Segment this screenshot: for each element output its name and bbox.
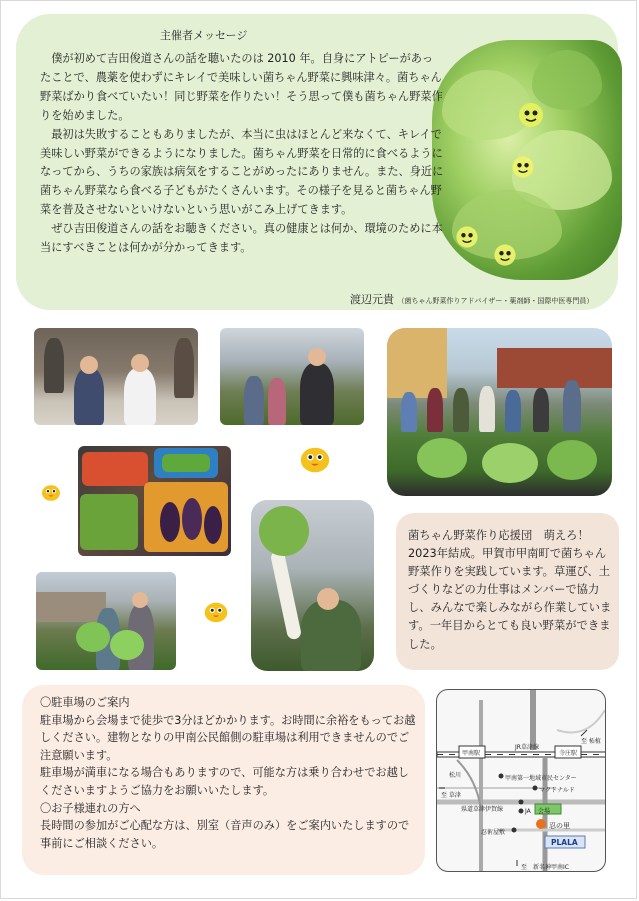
signature-title: （菌ちゃん野菜作りアドバイザー・薬剤師・国際中医専門員） <box>397 297 594 305</box>
map-label: 会場 <box>538 808 551 815</box>
map-label: 至 新名神甲南IC <box>521 864 569 871</box>
map-label: PLALA <box>551 838 578 847</box>
signature-name: 渡辺元貴 <box>350 293 394 306</box>
radish-photo <box>251 500 374 671</box>
map-label: JR草津線 <box>515 744 539 751</box>
message-paragraph: ぜひ吉田俊道さんの話をお聴きください。真の健康とは何か、環境のために本当にすべきことは何かが分かってきます。 <box>40 222 443 255</box>
map-label: マクドナルド <box>539 787 575 794</box>
venue-map <box>436 689 606 872</box>
message-paragraph: 最初は失敗することもありましたが、本当に虫はほとんど来なくて、キレイで美味しい野菜ができるようになりました。菌ちゃん野菜を日常的に食べるようになってから、うちの家族は病気をすることがめったにありません。また、身近に菌ちゃん野菜なら食べる子どもがたくさんいます。その様子を見ると菌ちゃん野菜を普及させないといけないという思いがこみ上げてきます。 <box>40 127 444 217</box>
map-label: 忍の里 <box>549 822 570 830</box>
mascot-germ-icon <box>514 98 548 132</box>
parking-line: 駐車場から会場まで徒歩で3分ほどかかります。お時間に余裕をもってお越しください。建物となりの甲南公民館側の駐車場は利用できませんのでご注意願います。 <box>40 713 416 762</box>
group-info-text: 菌ちゃん野菜作り応援団 萌えろ！2023年結成。甲賀市甲南町で菌ちゃん野菜作りを実践しています。草運び、土づくりなどの力仕事はメンバーで協力し、みんなで楽しみながら作業しています。一年目からとても良い野菜ができました。 <box>408 529 612 651</box>
map-label: 忍術屋敷 <box>481 829 506 836</box>
map-label: 至 草津 <box>441 792 461 799</box>
map-label: 松川 <box>449 772 462 779</box>
group-harvest-photo <box>387 328 612 496</box>
message-title: 主催者メッセージ <box>160 29 248 42</box>
children-line: 長時間の参加がご心配な方は、別室（音声のみ）をご案内いたしますので事前にご相談ください。 <box>40 819 410 850</box>
group-photo-kneeling <box>34 328 198 425</box>
mascot-germ-icon <box>452 222 482 252</box>
message-body <box>40 50 444 258</box>
mascot-germ-icon <box>490 240 520 270</box>
children-heading: 〇お子様連れの方へ <box>40 801 141 815</box>
message-signature <box>350 291 593 307</box>
cabbage-harvest-photo <box>36 572 176 670</box>
vegetable-baskets-photo <box>78 446 231 556</box>
mascot-germ-icon <box>508 152 538 182</box>
map-label: 甲南第一地域市民センター <box>505 775 577 782</box>
parking-heading: 〇駐車場のご案内 <box>40 696 130 709</box>
parking-line: 駐車場が満車になる場合もありますので、可能な方は乗り合わせでお越しくださいますようご協力をお願いいたします。 <box>40 766 409 797</box>
message-paragraph: 僕が初めて吉田俊道さんの話を聴いたのは 2010 年。自身にアトピーがあったことで、農薬を使わずにキレイで美味しい菌ちゃん野菜に興味津々。菌ちゃん野菜ばかり食べていたい！同じ野菜を作りたい！そう思って僕も菌ちゃん野菜作りを始めました。 <box>40 52 443 122</box>
field-lecture-photo <box>220 328 364 425</box>
mascot-germ-icon <box>39 482 63 504</box>
mascot-germ-icon <box>296 443 334 477</box>
map-label: 至 柘植 <box>581 738 601 745</box>
map-label: 甲南駅 <box>462 750 481 757</box>
mascot-germ-icon <box>201 599 231 626</box>
parking-info-text <box>40 694 418 852</box>
cabbage-photo <box>432 40 622 280</box>
map-label: JA <box>525 808 531 815</box>
map-label: 県道草津伊賀線 <box>461 806 504 813</box>
map-label: 寺庄駅 <box>559 750 578 757</box>
